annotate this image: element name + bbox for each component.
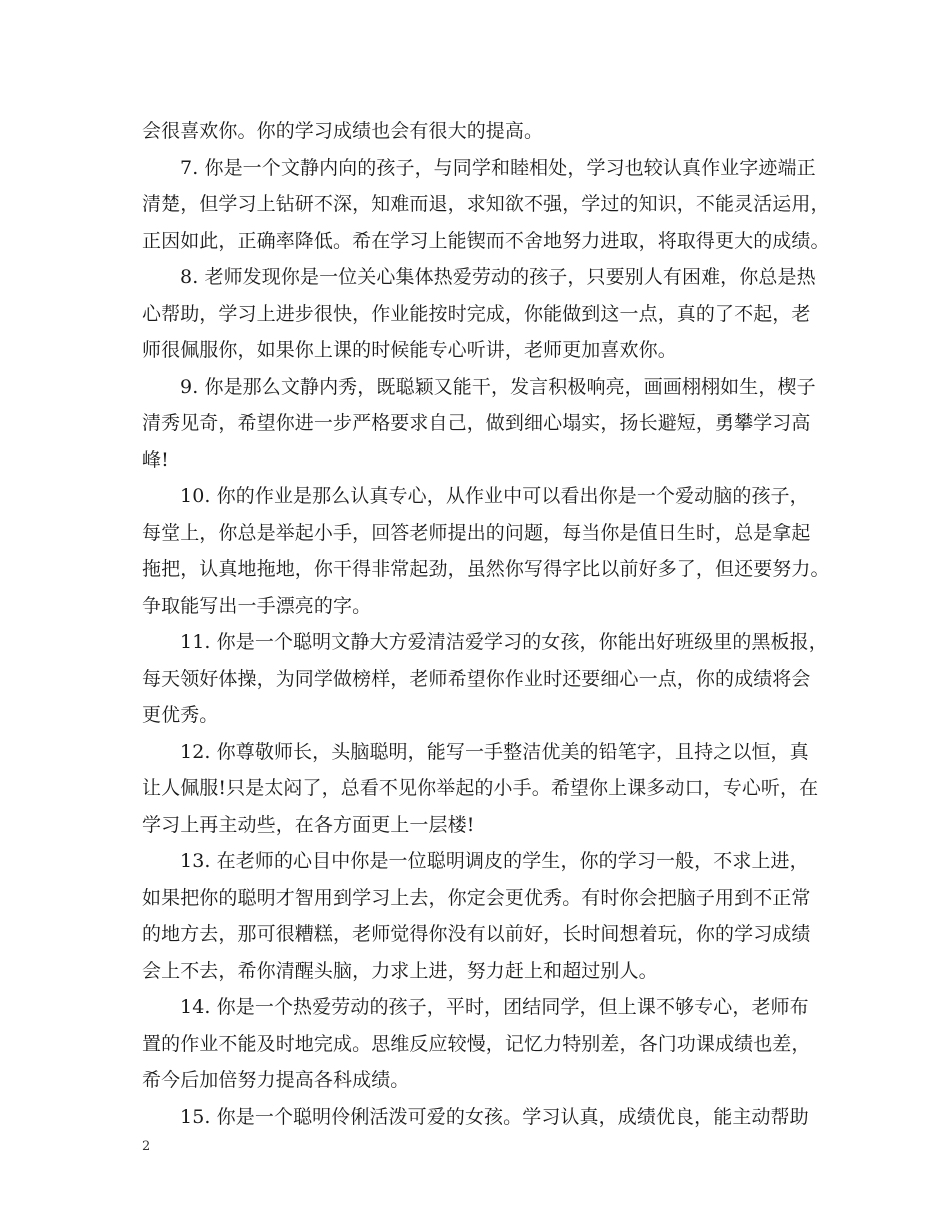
paragraph-start-line: 7. 你是一个文静内向的孩子，与同学和睦相处，学习也较认真作业字迹端正: [180, 156, 816, 179]
text-line: 清秀见奇，希望你进一步严格要求自己，做到细心塌实，扬长避短，勇攀学习高: [142, 412, 811, 434]
text-line: 会很喜欢你。你的学习成绩也会有很大的提高。: [142, 120, 544, 142]
text-line: 让人佩服!只是太闷了，总看不见你举起的小手。希望你上课多动口，专心听，在: [142, 777, 819, 799]
paragraph-start-line: 8. 老师发现你是一位关心集体热爱劳动的孩子，只要别人有困难，你总是热: [180, 266, 816, 288]
text-line: 争取能写出一手漂亮的字。: [142, 594, 372, 617]
paragraph-start-line: 15. 你是一个聪明伶俐活泼可爱的女孩。学习认真，成绩优良，能主动帮助: [180, 1105, 809, 1128]
paragraph-start-line: 13. 在老师的心目中你是一位聪明调皮的学生，你的学习一般，不求上进，: [180, 850, 809, 872]
text-line: 峰!: [142, 448, 169, 471]
paragraph-start-line: 11. 你是一个聪明文静大方爱清洁爱学习的女孩，你能出好班级里的黑板报，: [180, 631, 828, 653]
paragraph-start-line: 10. 你的作业是那么认真专心，从作业中可以看出你是一个爱动脑的孩子，: [180, 485, 809, 507]
text-line: 师很佩服你，如果你上课的时候能专心听讲，老师更加喜欢你。: [142, 339, 677, 361]
paragraph-start-line: 9. 你是那么文静内秀，既聪颖又能干，发言积极响亮，画画栩栩如生，楔子: [180, 375, 816, 398]
text-line: 每堂上，你总是举起小手，回答老师提出的问题，每当你是值日生时，总是拿起: [142, 521, 811, 544]
text-line: 正因如此，正确率降低。希在学习上能锲而不舍地努力进取，将取得更大的成绩。: [142, 229, 830, 252]
paragraph-start-line: 14. 你是一个热爱劳动的孩子，平时，团结同学，但上课不够专心，老师布: [180, 996, 809, 1018]
text-line: 更优秀。: [142, 704, 219, 726]
text-line: 清楚，但学习上钻研不深，知难而退，求知欲不强，学过的知识，不能灵活运用，: [142, 193, 830, 215]
text-line: 会上不去，希你清醒头脑，力求上进，努力赶上和超过别人。: [142, 959, 658, 982]
text-line: 置的作业不能及时地完成。思维反应较慢，记忆力特别差，各门功课成绩也差，: [142, 1032, 811, 1055]
text-line: 拖把，认真地拖地，你干得非常起劲，虽然你写得字比以前好多了，但还要努力。: [142, 558, 830, 580]
text-line: 的地方去，那可很糟糕，老师觉得你没有以前好，长时间想着玩，你的学习成绩: [142, 923, 811, 945]
text-line: 心帮助，学习上进步很快，作业能按时完成，你能做到这一点，真的了不起，老: [142, 302, 811, 325]
text-line: 如果把你的聪明才智用到学习上去，你定会更优秀。有时你会把脑子用到不正常: [142, 886, 811, 909]
text-line: 每天领好体操，为同学做榜样，老师希望你作业时还要细心一点，你的成绩将会: [142, 667, 811, 690]
page-number: 2: [142, 1139, 151, 1154]
text-line: 希今后加倍努力提高各科成绩。: [142, 1069, 410, 1091]
text-line: 学习上再主动些，在各方面更上一层楼!: [142, 813, 475, 836]
paragraph-start-line: 12. 你尊敬师长，头脑聪明，能写一手整洁优美的铅笔字，且持之以恒，真: [180, 740, 809, 763]
document-body: [142, 113, 830, 1135]
